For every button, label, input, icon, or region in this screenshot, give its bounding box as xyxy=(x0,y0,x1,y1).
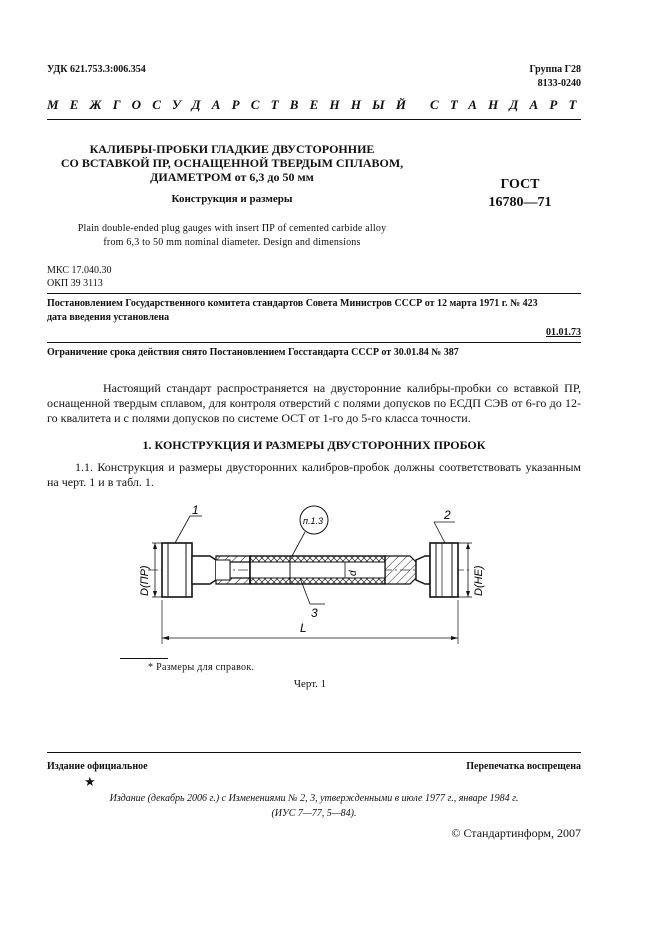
document-title xyxy=(47,142,417,184)
footnote-rule xyxy=(120,658,168,659)
title-line-2: СО ВСТАВКОЙ ПР, ОСНАЩЕННОЙ ТВЕРДЫМ СПЛАВОМ, xyxy=(60,156,404,170)
gost-designation xyxy=(475,176,565,212)
decree-intro: дата введения установлена xyxy=(47,312,170,323)
gost-label: ГОСТ xyxy=(500,177,540,192)
figure-caption: Черт. 1 xyxy=(293,678,327,690)
title-line-1: КАЛИБРЫ-ПРОБКИ ГЛАДКИЕ ДВУСТОРОННИЕ xyxy=(89,142,375,156)
footnote: * Размеры для справок. xyxy=(148,662,255,673)
title-subtitle: Конструкция и размеры xyxy=(171,193,293,205)
decree-rule xyxy=(47,342,581,343)
dim-d-inner: d xyxy=(348,570,359,576)
header-rule xyxy=(47,119,581,120)
english-title xyxy=(47,222,417,250)
dim-d-pr: D(ПР) xyxy=(139,565,151,596)
official-edition: Издание официальное xyxy=(47,761,148,772)
edition-note xyxy=(47,791,581,821)
section-heading: 1. КОНСТРУКЦИЯ И РАЗМЕРЫ ДВУСТОРОННИХ ПРОБОК xyxy=(142,438,486,452)
right-collar xyxy=(430,543,458,597)
restriction-text: Ограничение срока действия снято Постановлением Госстандарта СССР от 30.01.84 № 387 xyxy=(47,347,459,358)
okp-code-top: 8133-0240 xyxy=(537,78,581,89)
leader-2: 2 xyxy=(444,508,451,522)
english-title-line-2: from 6,3 to 50 mm nominal diameter. Design and dimensions xyxy=(103,237,361,248)
banner-right: СТАНДАРТ xyxy=(430,97,588,112)
udk-code: УДК 621.753.3:006.354 xyxy=(47,64,146,75)
dim-length: L xyxy=(300,621,307,635)
note-mark: п.1.3 xyxy=(303,516,323,526)
leader-1: 1 xyxy=(192,503,199,517)
effective-date: 01.01.73 xyxy=(546,327,581,338)
intro-paragraph: Настоящий стандарт распространяется на двусторонние калибры-пробки со вставкой ПР, оснащенной твердым сплавом, для контроля отверстий с полями допусков по ЕСДП СЭВ от 6-го до 12-го квалитета и с полями допусков по системе ОСТ от 1-го до 5-го класса точности. xyxy=(47,381,581,425)
star-mark: ★ xyxy=(84,774,96,789)
mks-code: МКС 17.040.30 xyxy=(47,265,112,276)
group-code: Группа Г28 xyxy=(529,64,581,75)
okp-code: ОКП 39 3113 xyxy=(47,278,103,289)
codes-rule xyxy=(47,293,581,294)
banner-left: МЕЖГОСУДАРСТВЕННЫЙ xyxy=(47,97,418,112)
classification-codes xyxy=(47,264,111,290)
dim-d-ne: D(НЕ) xyxy=(473,565,485,596)
left-collar xyxy=(162,543,192,597)
edition-line-2: (ИУС 7—77, 5—84). xyxy=(271,808,357,819)
edition-line-1: Издание (декабрь 2006 г.) с Изменениями № 2, 3, утвержденными в июле 1977 г., январе 1984 г. xyxy=(109,793,519,804)
reprint-prohibited: Перепечатка воспрещена xyxy=(466,761,581,772)
clause-1-1: 1.1. Конструкция и размеры двусторонних калибров-пробок должны соответствовать указанным на черт. 1 и в табл. 1. xyxy=(47,460,581,489)
handle-section-right xyxy=(385,556,416,584)
footer-rule xyxy=(47,752,581,753)
leader-3: 3 xyxy=(311,606,318,620)
gost-number: 16780—71 xyxy=(488,195,552,210)
copyright: © Стандартинформ, 2007 xyxy=(451,826,581,840)
drawing-figure xyxy=(100,498,530,658)
decree-text: Постановлением Государственного комитета стандартов Совета Министров СССР от 12 марта 1971 г. № 423 xyxy=(47,298,538,309)
english-title-line-1: Plain double-ended plug gauges with insert ПР of cemented carbide alloy xyxy=(77,223,387,234)
title-line-3: ДИАМЕТРОМ от 6,3 до 50 мм xyxy=(150,170,314,184)
